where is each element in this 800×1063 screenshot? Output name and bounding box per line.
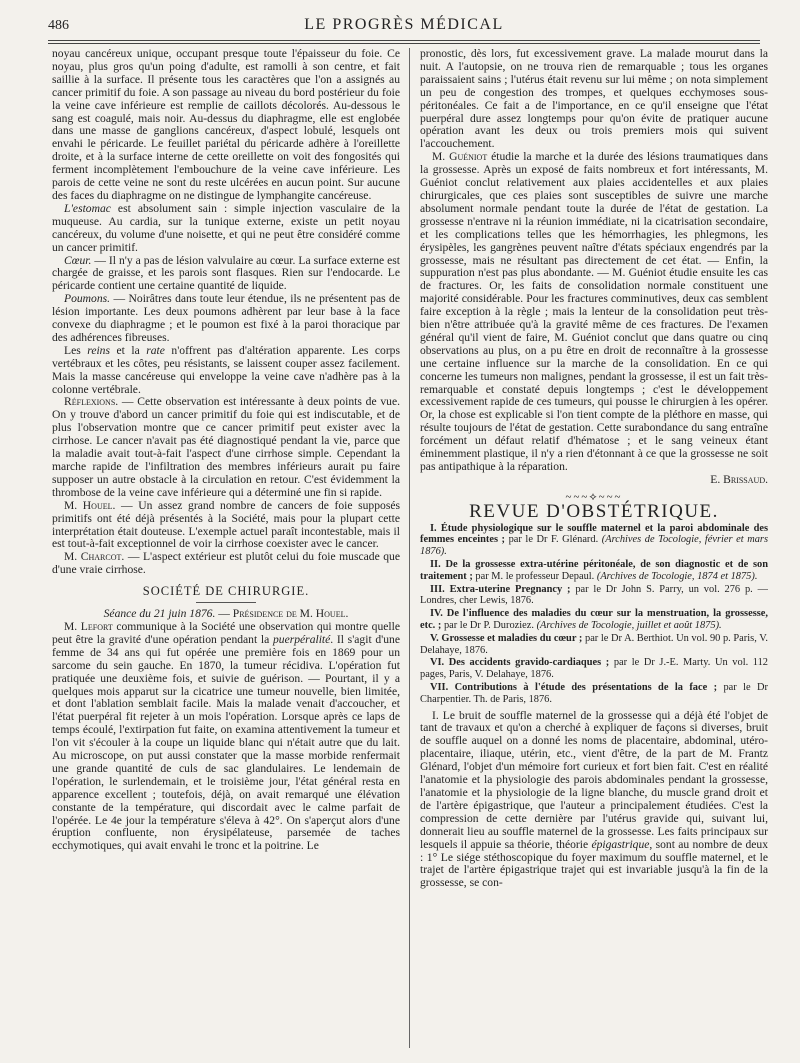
paragraph-text: — L'aspect extérieur est plutôt celui du foie muscade que d'une vraie cirrhose. (52, 550, 400, 577)
bib-author: par le Dr J.-E. Marty. Un vol. 112 pages, Paris, V. Delahaye, 1876. (420, 657, 768, 681)
paragraph (52, 345, 400, 397)
paragraph-lead: L'estomac (64, 201, 111, 215)
paragraph (52, 255, 400, 294)
bib-title: VII. Contributions à l'étude des présentations de la face ; (430, 681, 718, 693)
emphasis: rate (146, 343, 165, 357)
page-header (48, 16, 760, 40)
speaker-name: M. Charcot. (64, 550, 125, 564)
left-column (52, 48, 400, 1048)
bibliography-entry (420, 657, 768, 681)
paragraph-text: étudie la marche et la durée des lésions traumatiques dans la grossesse. Après un exposé de faits nombreux et fort intéressants, M. Guéniot conclut relativement aux plaies accidentelles et aux plaies chirurgicales, que ces plaies sont susceptibles de suivre une marche absolument normale pendant toute la durée de l'état de gestation. La grossesse n'entrave ni la réunion immédiate, ni la cicatrisation secondaire, et les complications telles que les hémorrhagies, les phlegmons, les érysipèles, les gangrènes peuvent naître d'états spéciaux engendrés par la grossesse, mais ne résultant pas directement de cet état. — Enfin, la suppuration n'est pas plus abondante. — M. Guéniot étudie ensuite les cas de fractures. Or, les faits de consolidation normale constituent une majorité considérable. Pour les fractures comminutives, deux cas semblent faire exception à la règle ; mais la lenteur de la consolidation peut très-bien n'être attribuée qu'à la gravité même de ces fractures. De l'examen général qu'il vient de faire, M. Guéniot conclut que dans quatre ou cinq observations au plus, on a pu être en droit de reconnaître à la grossesse une certaine influence sur la marche de la consolidation. En ce qui concerne les tumeurs non malignes, pendant la grossesse, il est un fait très-remarquable et constaté depuis longtemps ; c'est le développement excessivement rapide de ces tumeurs, qui pousse le chirurgien à les opérer. Or, la chose est explicable si l'on tient compte de la pléthore en masse, qui résulte toujours de l'état de gestation. Cette surabondance du sang entraîne forcément un défaut relatif d'hématose ; et le sang veineux étant éminemment plastique, il n'y a rien d'étonnant à ce que la grossesse ne soit pas antipathique à la réparation. (420, 150, 768, 473)
paragraph (52, 500, 400, 552)
paragraph-lead: Poumons. (64, 292, 111, 306)
review-title: REVUE D'OBSTÉTRIQUE. (469, 500, 719, 522)
ornament-divider: ~~~⟡~~~ (565, 490, 623, 503)
paragraph-text: est absolument sain : simple injection vasculaire de la muqueuse. Au cardia, sur la tunique externe, existe un petit noyau cancéreux, du volume d'une noisette, et qui ne peut être considéré comme un cancer primitif. (52, 201, 400, 254)
bib-author: par M. le professeur Depaul. (472, 570, 597, 582)
bib-title: IV. De l'influence des maladies du cœur sur la menstruation, la grossesse, etc. ; (420, 608, 768, 631)
paragraph-text: — Un assez grand nombre de cancers de foie supposés primitifs ont été déjà présentés à la Société, mais pour la plupart cette interprétation était douteuse. L'exemple actuel paraît incontestable, mais il est tout-à-fait exceptionnel de voir la cirrhose coexister avec le cancer. (52, 498, 400, 551)
paragraph-text: — Il n'y a pas de lésion valvulaire au cœur. La surface externe est chargée de graisse, et les parois sont flasques. Rien sur l'endocarde. Le péricarde contient une certaine quantité de liquide. (52, 253, 400, 293)
paragraph (420, 151, 768, 474)
section-rule (196, 602, 256, 603)
bibliography-entry (420, 584, 768, 608)
right-column (420, 48, 768, 1048)
paragraph: noyau cancéreux unique, occupant presque toute l'épaisseur du foie. Ce noyau, plus gros qu'un poing d'adulte, est ramolli à son centre, et fait saillie à la surface. Il présente tous les caractères que l'on a assignés au cancer primitif du foie. A son passage au niveau du bord postérieur du foie la veine cave inférieure est remplie de caillots décolorés. Au-dessous le sang est coagulé, mais noir. Au-dessus du diaphragme, elle est englobée dans une masse de ganglions cancéreux, d'aspect lobulé, lesquels ont envahi le péricarde. Le feuillet pariétal du péricarde adhère à l'oreillette droite, et à la surface interne de cette oreillette on voit des fongosités qui ferment incomplètement l'embouchure de la veine cave inférieure. Les parois de cette veine ne sont du reste ulcérées en aucun point. Sur aucune des faces du diaphragme on ne distingue de lymphangite cancéreuse. (52, 48, 400, 202)
bib-title: I. Étude physiologique sur le souffle maternel et la paroi abdominale des femmes enceintes ; (420, 522, 768, 546)
bib-author: par le Dr F. Glénard. (505, 534, 602, 546)
speaker-name: M. Lefort (64, 619, 113, 633)
paragraph-text: n'offrent pas d'altération apparente. Les corps vertébraux et les côtes, peu résistants, se laissent couper assez facilement. Mais la masse cancéreuse qui enveloppe la veine cave n'adhère pas à la colonne vertébrale. (52, 343, 400, 396)
paragraph-lead: Réflexions. (64, 395, 119, 409)
bibliography-entry (420, 559, 768, 583)
bib-source: (Archives de Tocologie, 1874 et 1875). (596, 570, 758, 582)
session-presidency: — Présidence de M. Houel. (215, 607, 349, 621)
emphasis: puerpéralité (272, 632, 331, 646)
paragraph-text: , sont au nombre de deux : 1° Le siége stéthoscopique du foyer maximum du souffle maternel, et le trajet de l'artère épigastrique trajet qui est invariable jusqu'à la fin de la grossesse, se con- (420, 837, 768, 890)
bib-source: (Archives de Tocologie, février et mars 1876). (420, 534, 768, 558)
bib-source: (Archives de Tocologie, juillet et août 1875). (536, 620, 722, 631)
paragraph (52, 551, 400, 577)
paragraph (52, 203, 400, 255)
bibliography-entry (420, 682, 768, 706)
emphasis: épigastrique (591, 837, 650, 851)
paragraph-text: et la (110, 343, 147, 357)
paragraph (420, 710, 768, 891)
paragraph-lead: Cœur. (64, 253, 92, 267)
bibliography-entry (420, 523, 768, 558)
session-date: Séance du 21 juin 1876. (103, 607, 216, 621)
speaker-name: M. Guéniot (432, 150, 488, 164)
journal-title: LE PROGRÈS MÉDICAL (304, 16, 504, 33)
bib-author: par le Dr A. Berthiot. Un vol. 90 p. Paris, V. Delahaye, 1876. (420, 632, 768, 656)
paragraph-text: — Noirâtres dans toute leur étendue, ils ne présentent pas de lésion importante. Les deux poumons adhèrent par leur base à la face convexe du diaphragme ; et le poumon est fixé à la paroi thoracique par des adhérences fibreuses. (52, 292, 400, 344)
author-signature: E. Brissaud. (710, 472, 768, 486)
paragraph: pronostic, dès lors, fut excessivement grave. La malade mourut dans la nuit. A l'autopsie, on ne trouva rien de remarquable ; tous les organes paraissaient sains ; l'utérus était revenu sur lui même ; on nota simplement un peu de congestion des trompes, et quelques ecchymoses sous-péritonéales. Ce fait a de l'importance, en ce qu'il enseigne que l'état puerpéral dure assez longtemps pour qu'on évite de pratiquer aucune opération avant les deux ou trois premiers mois qui suivent l'accouchement. (420, 48, 768, 151)
paragraph (52, 293, 400, 345)
paragraph-text: I. Le bruit de souffle maternel de la grossesse qui a déjà été l'objet de tant de travaux et qu'on a cherché à expliquer de façons si diverses, bruit de souffle auquel on a donné les noms de placentaire, abdominal, utéro-placentaire, iliaque, utérin, etc., vient d'être, de la part de M. Frantz Glénard, l'objet d'un mémoire fort curieux et fort bien fait. C'est en réalité l'anatomie et la physiologie des parois abdominales pendant la grossesse, l'anatomie et la physiologie de la ligne blanche, du muscle grand droit et de l'artère épigastrique, que l'auteur a principalement étudiées. C'est la compression de cette dernière par l'utérus gravide qui, suivant lui, donnerait lieu au souffle maternel de la grossesse. Les faits principaux sur lesquels il appuie sa théorie, théorie (420, 708, 768, 851)
paragraph (52, 396, 400, 499)
section-title: SOCIÉTÉ DE CHIRURGIE. (142, 584, 310, 599)
emphasis: reins (87, 343, 110, 357)
speaker-name: M. Houel. (64, 498, 116, 512)
bib-title: VI. Des accidents gravido-cardiaques ; (430, 657, 610, 669)
bib-title: III. Extra-uterine Pregnancy ; (430, 583, 571, 595)
paragraph-text: . Il s'agit d'une femme de 34 ans qui fut opérée une première fois en 1869 pour un sarcome du sein gauche. En 1870, la tumeur récidiva. L'opération fut pratiquée une deuxième fois, et suivie de guérison. — Pourtant, il y a quelques mois apparut sur la cicatrice une tumeur nouvelle, bien limitée, et dont l'ablation semblait facile. Mais la malade venait d'accoucher, et l'état puerpéral fit rejeter à un mois l'opération. Lorsque après ce laps de temps écoulé, l'extirpation fut faite, on examina attentivement la tumeur et l'on vit s'écouler à la coupe un liquide blanc qui n'était autre que du lait. Au microscope, on put aussi constater que la masse morbide renfermait une grande quantité de culs de sac glandulaires. Le lendemain de l'opération, le surlendemain, et le troisième jour, l'état général resta en apparence excellent ; toutefois, déjà, on avait remarqué une élévation constante de la température, qui discordait avec le calme parfait de l'opérée. Le 4e jour la température s'éleva à 42°. On s'aperçut alors d'une éruption confluente, non érysipélateuse, parsemée de taches ecchymotiques, qui avait envahi le tronc et la poitrine. Le (52, 632, 400, 853)
page-number: 486 (48, 18, 69, 33)
bibliography-entry (420, 608, 768, 632)
paragraph-text: Les (64, 343, 88, 357)
paragraph-text: — Cette observation est intéressante à deux points de vue. On y trouve d'abord un cancer primitif du foie qui est indiscutable, et de plus l'observation montre que ce cancer primitif peut exister avec la cirrhose. Le cancer n'avait pas été diagnostiqué pendant la vie, parce que la maladie avait tout-à-fait l'aspect d'une cirrhose simple. Cependant la marche rapide de l'infiltration des membres inférieurs aurait pu faire supposer un autre obstacle à la circulation en retour. C'est évidemment la thrombose de la veine cave inférieure qui a déterminé une fin si rapide. (52, 395, 400, 499)
bibliography-entry (420, 633, 768, 657)
paragraph-text: communique à la Société une observation qui montre quelle peut être la gravité d'une opération pendant la (52, 619, 400, 646)
bib-author: par le Dr Charpentier. Th. de Paris, 1876. (420, 681, 768, 705)
bib-author: par le Dr P. Duroziez. (441, 620, 537, 631)
column-divider (409, 48, 410, 1048)
paragraph (52, 621, 400, 853)
bib-author: par le Dr John S. Parry, un vol. 276 p. — Londres, cher Lewis, 1876. (420, 583, 768, 607)
bib-title: V. Grossesse et maladies du cœur ; (430, 632, 583, 644)
header-rule (48, 40, 760, 44)
bib-title: II. De la grossesse extra-utérine péritonéale, de son diagnostic et de son traitement ; (420, 559, 768, 582)
